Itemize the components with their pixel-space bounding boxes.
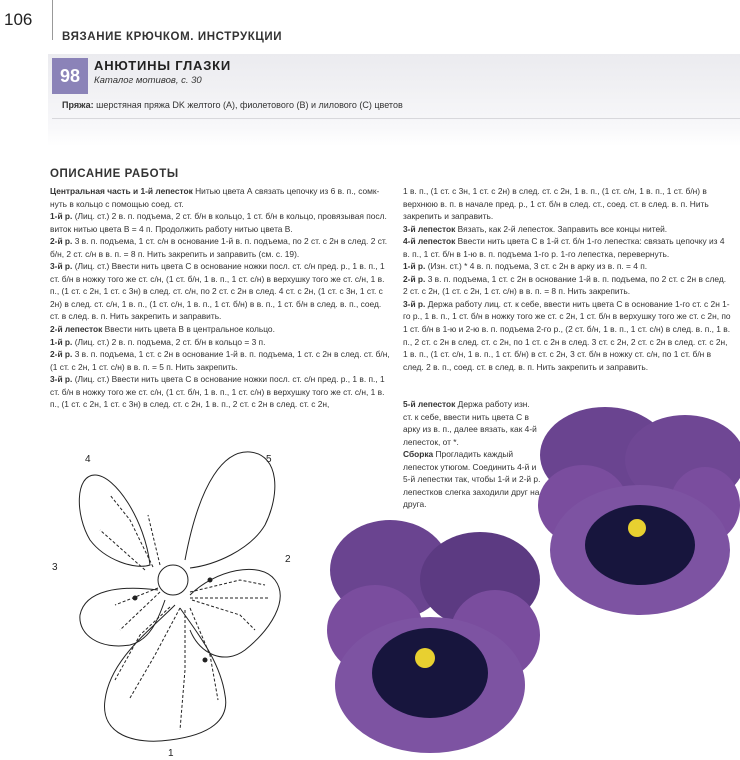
instruction-label: 2-й р. <box>50 236 73 247</box>
instruction-text: (Лиц. ст.) 2 в. п. подъема, 2 ст. б/н в кольцо, 1 ст. б/н в кольцо, провязывая посл. виток нитью цвета В = 4 п. Продолжить работу нитью цвета В. <box>50 211 387 234</box>
instruction-text: (Лиц. ст.) Ввести нить цвета С в основание ножки посл. ст. с/н пред. р., 1 в. п., 1 ст. б/н в ножку того же ст. с/н, (1 ст. б/н, 1 в. п., 1 ст. с/н) в верхушку того же ст. с/н, 1 в. п., (1 ст. с 2н, 1 ст. с 3н) в след. ст. с/н, по 2 ст. с 2н в след. 4 ст. с 2н, (1 ст. с 3н, 1 ст. с 2н) в след. ст. с/н, 1 в. п., (1 ст. с/н, 1 в. п., 1 ст. б/н) в в. п., 1 ст. б/н в след. в. п., соед. ст. в след. в. п. Нить закрепить и заправить. <box>50 261 385 322</box>
instruction-label: 3-й лепесток <box>403 223 456 234</box>
description-heading: ОПИСАНИЕ РАБОТЫ <box>50 168 179 180</box>
crochet-chart <box>40 440 310 760</box>
instruction-label: Сборка <box>403 449 434 460</box>
pattern-number-badge: 98 <box>52 58 88 94</box>
instruction-text: (Лиц. ст.) 2 в. п. подъема, 2 ст. б/н в кольцо = 3 п. <box>72 336 266 347</box>
instruction-text: 1 в. п., (1 ст. с 3н, 1 ст. с 2н) в след. ст. с 2н, 1 в. п., (1 ст. с/н, 1 в. п., 1 ст. б/н) в верхнюю в. п. в начале пред. р., 1 ст. б/н в след. ст., соед. ст. в след. в. п. Нить закрепить и заправить. <box>403 186 709 222</box>
instruction-label: 3-й р. <box>50 374 73 385</box>
instruction-label: 2-й лепесток <box>50 324 103 335</box>
instruction-paragraph <box>50 336 390 349</box>
instruction-paragraph <box>403 260 733 273</box>
instruction-label: 2-й р. <box>403 273 426 284</box>
instructions-column-2 <box>403 185 733 373</box>
instruction-paragraph <box>50 210 390 235</box>
instruction-label: 3-й р. <box>403 298 426 309</box>
instruction-text: (Лиц. ст.) Ввести нить цвета С в основание ножки посл. ст. с/н пред. р., 1 в. п., 1 ст. б/н в ножку того же ст. с/н, (1 ст. б/н, 1 в. п., 1 ст. с/н) в верхушку того же ст. с/н, 1 в. п., (1 ст. с 2н, 1 ст. с 3н) в след. ст. с 2н, 1 в. п., 2 ст. с 2н в след. ст. с 2н, <box>50 374 385 410</box>
yarn-info <box>62 100 403 110</box>
pattern-title: АНЮТИНЫ ГЛАЗКИ <box>94 58 232 73</box>
instruction-paragraph <box>50 348 390 373</box>
instruction-text: (Изн. ст.) * 4 в. п. подъема, 3 ст. с 2н в арку из в. п. = 4 п. <box>425 261 648 272</box>
instruction-text: 3 в. п. подъема, 1 ст. с/н в основание 1-й в. п. подъема, по 2 ст. с 2н в след. 2 ст. б/н, 2 ст. с/н в в. п. = 8 п. Нить закрепить и заправить (см. с. 19). <box>50 236 388 259</box>
catalog-reference: Каталог мотивов, с. 30 <box>94 75 202 86</box>
chart-petal-5 <box>185 452 275 568</box>
chart-center-ring <box>158 565 188 595</box>
instruction-paragraph <box>403 298 733 373</box>
instruction-text: Вязать, как 2-й лепесток. Заправить все концы нитей. <box>455 223 668 234</box>
chart-petal-4 <box>79 475 150 566</box>
instruction-text: Держа работу изн. ст. к себе, ввести нить цвета С в арку из в. п., далее вязать, как 4-й лепесток, от *. <box>403 399 537 447</box>
instruction-paragraph <box>50 323 390 336</box>
instruction-label: 1-й р. <box>403 261 426 272</box>
instructions-column-1 <box>50 185 390 411</box>
instruction-paragraph <box>50 185 390 210</box>
chart-petal-1 <box>105 605 226 741</box>
yarn-label: Пряжа: <box>62 100 94 110</box>
yarn-divider <box>52 118 740 119</box>
instruction-text: Ввести нить цвета С в 1-й ст. б/н 1-го лепестка: связать цепочку из 4 в. п., 1 ст. б/н в 1-ю в. п. подъема 1-го р. 1-го лепестка, перевернуть. <box>403 236 725 259</box>
instruction-text: Держа работу лиц. ст. к себе, ввести нить цвета С в основание 1-го ст. с 2н 1-го р., 1 в. п., 1 ст. б/н в ножку того же ст. с 2н, 1 ст. б/н в верхушку того же ст. с 2н, по 1 ст. б/н в 1-ю и 2-ю в. п. подъема 2-го р., (2 ст. б/н, 1 в. п., 1 ст. с/н) в след. в. п., 1 в. п., 2 ст. с 2н в след. ст. с 2н, по 1 ст. с 2н в след. 3 ст. с 2н, 2 ст. с 2н в след. ст. с 2н, 1 в. п., (1 ст. с/н, 1 в. п., 1 ст. б/н) в ст. с 2н, 3 ст. б/н в ножку ст. с/н, по 1 ст. б/н в след. 2 в. п., соед. ст. в след. в. п. Нить закрепить и заправить. <box>403 298 731 372</box>
instruction-label: 4-й лепесток <box>403 236 456 247</box>
instruction-label: 1-й р. <box>50 336 73 347</box>
instruction-paragraph <box>403 273 733 298</box>
header-divider <box>52 0 53 40</box>
yarn-text: шерстяная пряжа DK желтого (А), фиолетового (В) и лилового (С) цветов <box>93 100 403 110</box>
chart-label-5: 5 <box>266 454 272 465</box>
instruction-text: Нитью цвета А связать цепочку из 6 в. п., сомк-нуть в кольцо с помощью соед. ст. <box>50 186 380 209</box>
instruction-paragraph <box>403 185 733 223</box>
section-title: ВЯЗАНИЕ КРЮЧКОМ. ИНСТРУКЦИИ <box>62 31 283 43</box>
chart-label-3: 3 <box>52 562 58 573</box>
chart-label-2: 2 <box>285 554 291 565</box>
instruction-label: 1-й р. <box>50 211 73 222</box>
pansy-back <box>538 407 740 615</box>
instruction-label: Центральная часть и 1-й лепесток <box>50 186 193 196</box>
instruction-label: 2-й р. <box>50 349 73 360</box>
pansy-front <box>327 520 540 753</box>
instruction-paragraph <box>403 235 733 260</box>
pansy-photo <box>315 395 740 760</box>
chart-petal-3 <box>80 588 165 646</box>
instruction-text: Прогладить каждый лепесток утюгом. Соединить 4-й и 5-й лепестки так, чтобы 1-й и 2-й р. лепестков слегка заходили друг на друга. <box>403 449 541 510</box>
page-number: 106 <box>4 10 33 29</box>
instruction-paragraph <box>403 223 733 236</box>
instruction-text: Ввести нить цвета В в центральное кольцо. <box>102 324 275 335</box>
chart-label-4: 4 <box>85 454 91 465</box>
instruction-text: 3 в. п. подъема, 1 ст. с 2н в основание 1-й в. п. подъема, 1 ст. с 2н в след. ст. б/н, (1 ст. с 2н, 1 ст. с/н) в в. п. = 5 п. Нить закрепить. <box>50 349 390 372</box>
instruction-label: 5-й лепесток <box>403 399 456 409</box>
instruction-paragraph <box>50 235 390 260</box>
instruction-text: 3 в. п. подъема, 1 ст. с 2н в основание 1-й в. п. подъема, по 2 ст. с 2н в след. 2 ст. с 2н, (1 ст. с 2н, 1 ст. с/н) в в. п. = 8 п. Нить закрепить. <box>403 273 727 297</box>
instruction-paragraph <box>50 260 390 323</box>
chart-label-1: 1 <box>168 748 174 759</box>
instruction-label: 3-й р. <box>50 261 73 272</box>
